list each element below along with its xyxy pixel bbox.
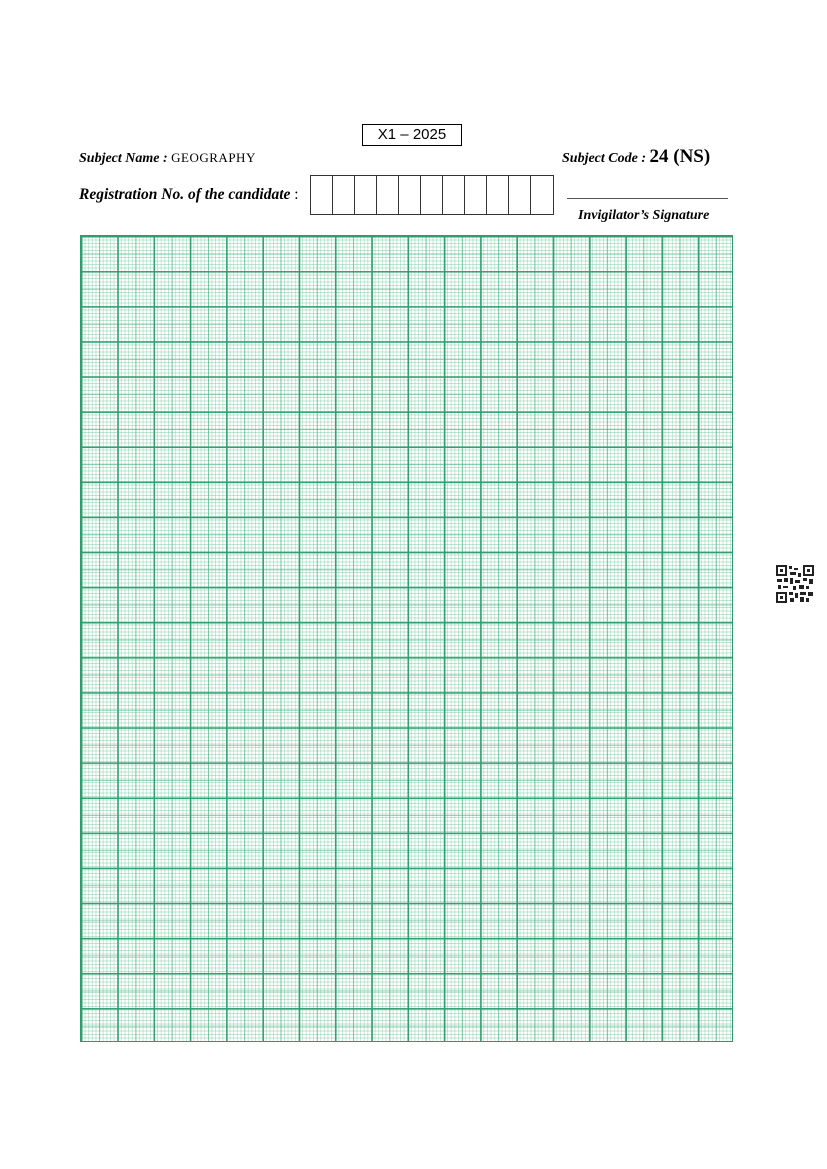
registration-number-boxes[interactable]: [310, 175, 554, 215]
registration-digit-box[interactable]: [443, 176, 465, 214]
qr-code-icon: [776, 565, 814, 603]
registration-digit-box[interactable]: [509, 176, 531, 214]
subject-code-label: Subject Code :: [562, 151, 646, 166]
registration-digit-box[interactable]: [399, 176, 421, 214]
paper-code: X1 – 2025: [377, 126, 447, 143]
invigilator-signature-label: Invigilator’s Signature: [578, 208, 710, 223]
subject-name-value: GEOGRAPHY: [171, 150, 256, 165]
graph-paper-grid[interactable]: [80, 235, 733, 1042]
registration-digit-box[interactable]: [531, 176, 553, 214]
subject-name-label: Subject Name :: [79, 151, 168, 166]
subject-code: [562, 146, 710, 168]
registration-digit-box[interactable]: [487, 176, 509, 214]
registration-digit-box[interactable]: [377, 176, 399, 214]
registration-digit-box[interactable]: [421, 176, 443, 214]
registration-colon: :: [294, 186, 299, 203]
registration-label: [79, 186, 299, 204]
subject-code-value: 24 (NS): [649, 146, 711, 167]
signature-line[interactable]: [567, 198, 728, 199]
subject-name: [79, 150, 256, 167]
registration-digit-box[interactable]: [355, 176, 377, 214]
registration-digit-box[interactable]: [333, 176, 355, 214]
registration-digit-box[interactable]: [465, 176, 487, 214]
registration-label-text: Registration No. of the candidate: [79, 186, 291, 203]
paper-code-box: [362, 124, 462, 146]
registration-digit-box[interactable]: [311, 176, 333, 214]
